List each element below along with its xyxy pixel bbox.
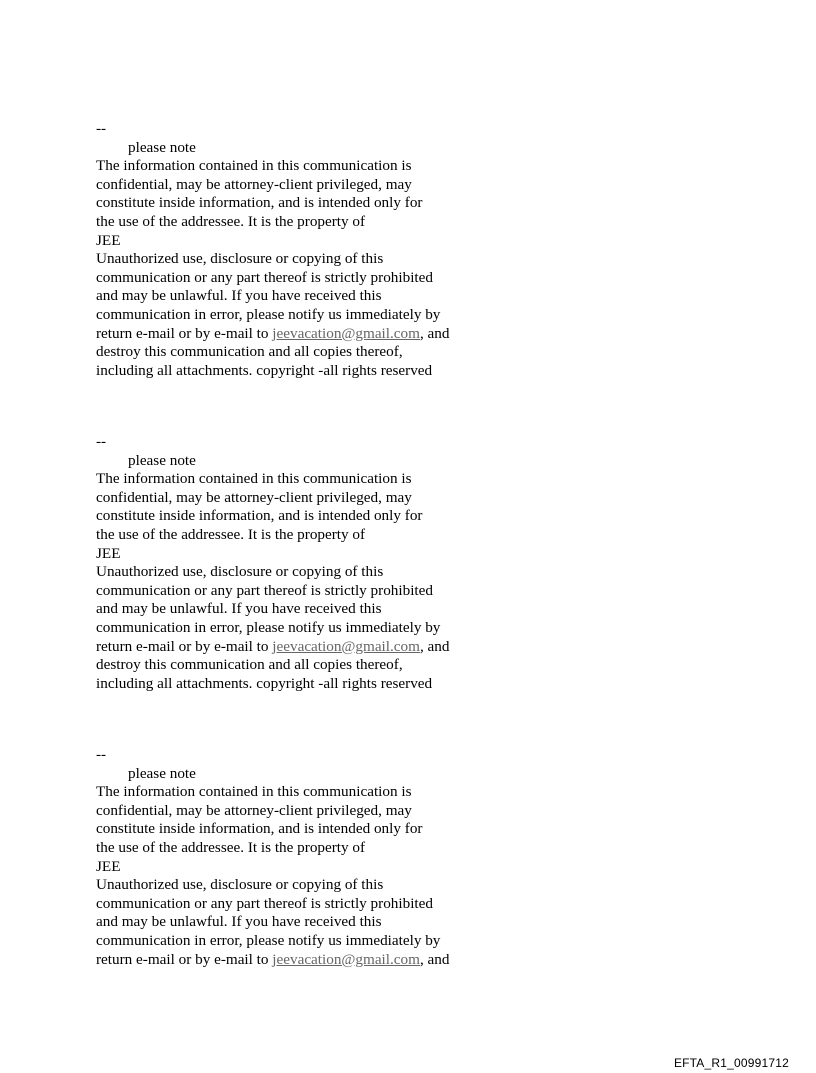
disclaimer-line: the use of the addressee. It is the property of [96, 838, 366, 856]
disclaimer-line: JEE [96, 544, 121, 562]
email-link[interactable]: jeevacation@gmail.com [272, 637, 420, 655]
email-line-prefix: return e-mail or by e-mail to [96, 950, 273, 968]
disclaimer-line: confidential, may be attorney-client privileged, may [96, 488, 412, 506]
email-line-suffix: , and [419, 637, 450, 655]
disclaimer-line: JEE [96, 231, 121, 249]
disclaimer-line: confidential, may be attorney-client privileged, may [96, 801, 412, 819]
disclaimer-line: destroy this communication and all copies thereof, [96, 656, 403, 674]
disclaimer-line: Unauthorized use, disclosure or copying of this [96, 250, 384, 268]
notice-heading: please note [128, 451, 196, 469]
disclaimer-line: communication or any part thereof is strictly prohibited [96, 581, 433, 599]
disclaimer-line: The information contained in this communication is [96, 470, 412, 488]
separator: -- [96, 120, 107, 137]
separator: -- [96, 746, 107, 763]
email-link[interactable]: jeevacation@gmail.com [272, 324, 420, 342]
disclaimer-line: the use of the addressee. It is the property of [96, 525, 366, 543]
document-id-footer: EFTA_R1_00991712 [673, 1056, 789, 1070]
disclaimer-line: constitute inside information, and is intended only for [96, 507, 423, 525]
disclaimer-line: including all attachments. copyright -all rights reserved [96, 361, 433, 379]
email-line-prefix: return e-mail or by e-mail to [96, 324, 273, 342]
email-link[interactable]: jeevacation@gmail.com [272, 950, 420, 968]
disclaimer-line: communication in error, please notify us immediately by [96, 305, 441, 323]
disclaimer-line: including all attachments. copyright -all rights reserved [96, 674, 433, 692]
email-line [96, 325, 516, 344]
email-line [96, 951, 516, 970]
email-line-suffix: , and [419, 324, 450, 342]
notice-heading: please note [128, 764, 196, 782]
disclaimer-line: communication in error, please notify us immediately by [96, 618, 441, 636]
disclaimer-line: and may be unlawful. If you have received this [96, 600, 382, 618]
email-line-prefix: return e-mail or by e-mail to [96, 637, 273, 655]
email-line [96, 638, 516, 657]
disclaimer-line: Unauthorized use, disclosure or copying of this [96, 876, 384, 894]
disclaimer-block [96, 120, 516, 380]
disclaimer-line: constitute inside information, and is intended only for [96, 820, 423, 838]
disclaimer-block [96, 746, 516, 969]
disclaimer-line: communication or any part thereof is strictly prohibited [96, 268, 433, 286]
disclaimer-line: and may be unlawful. If you have received this [96, 287, 382, 305]
separator: -- [96, 433, 107, 450]
disclaimer-line: confidential, may be attorney-client privileged, may [96, 175, 412, 193]
disclaimer-line: constitute inside information, and is intended only for [96, 194, 423, 212]
disclaimer-line: communication or any part thereof is strictly prohibited [96, 894, 433, 912]
disclaimer-line: Unauthorized use, disclosure or copying of this [96, 563, 384, 581]
disclaimer-line: The information contained in this communication is [96, 157, 412, 175]
notice-heading: please note [128, 138, 196, 156]
disclaimer-line: the use of the addressee. It is the property of [96, 212, 366, 230]
disclaimer-line: JEE [96, 857, 121, 875]
disclaimer-line: communication in error, please notify us immediately by [96, 931, 441, 949]
disclaimer-line: destroy this communication and all copies thereof, [96, 343, 403, 361]
disclaimer-line: The information contained in this communication is [96, 783, 412, 801]
email-line-suffix: , and [419, 950, 450, 968]
disclaimer-block [96, 433, 516, 693]
disclaimer-line: and may be unlawful. If you have received this [96, 913, 382, 931]
